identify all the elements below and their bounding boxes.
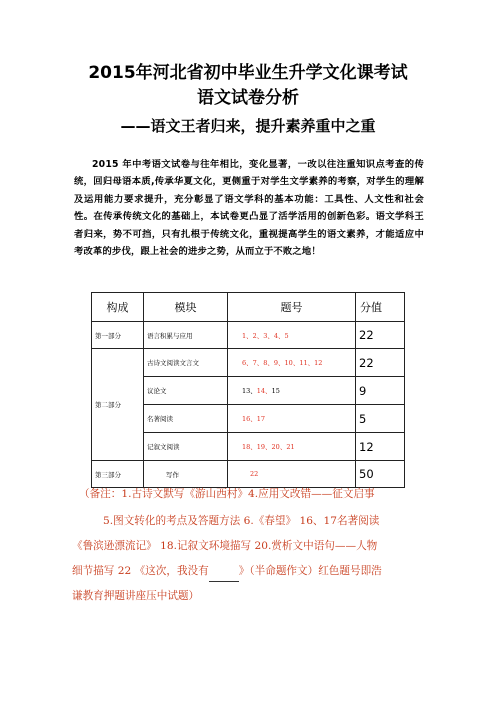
note-line — [72, 560, 434, 582]
table-header-row — [92, 293, 405, 322]
question-number-plain: 13、 — [242, 387, 257, 395]
question-numbers-cell: 6、7、8、9、10、11、12 — [228, 349, 356, 377]
intro-paragraph: 2015 年中考语文试卷与往年相比，变化显著，一改以往注重知识点考查的传统，回归母语本质,传承华夏文化，更侧重于对学生文学素养的考察，对学生的理解及运用能力要求提升，充分彰显了语文学科的基本功能：工具性、人文性和社会性。在传承传统文化的基础上，本试卷更凸显了活学活用的创新色彩。语文学科王者归来，势不可挡，只有扎根于传统文化，重视提高学生的语文素养，才能适应中考改革的步伐，跟上社会的进步之势，从而立于不败之地！ — [74, 159, 424, 258]
module-cell: 议论文 — [144, 377, 228, 405]
score-cell: 9 — [356, 377, 405, 405]
table-row — [92, 349, 405, 377]
note-text: 》（半命题作文）红色题号即浩 — [238, 565, 382, 577]
module-cell: 古诗文阅读文言文 — [144, 349, 228, 377]
question-number-highlight: 14、 — [256, 387, 272, 395]
score-cell: 50 — [356, 461, 405, 488]
score-cell: 22 — [356, 349, 405, 377]
part-cell: 第二部分 — [92, 349, 144, 461]
note-line: 5.图文转化的考点及答题方法 6.《春望》 16、17名著阅读 — [103, 515, 380, 527]
document-subtitle: ——语文王者归来，提升素养重中之重 — [120, 117, 376, 135]
score-cell: 12 — [356, 433, 405, 461]
document-title: 2015年河北省初中毕业生升学文化课考试 — [88, 63, 408, 83]
question-numbers-cell — [228, 377, 356, 405]
module-cell: 记叙文阅读 — [144, 433, 228, 461]
question-numbers-cell: 16、17 — [228, 405, 356, 433]
document-title-line2: 语文试卷分析 — [197, 88, 299, 108]
module-cell: 写作 — [144, 461, 228, 488]
note-line: 《鲁滨逊漂流记》 18.记叙文环境描写 20.赏析文中语句——人物 — [72, 540, 378, 552]
table-row — [92, 322, 405, 349]
score-cell: 5 — [356, 405, 405, 433]
part-cell: 第一部分 — [92, 322, 144, 349]
header-question-number: 题号 — [228, 293, 356, 322]
question-numbers-cell: 22 — [228, 461, 356, 488]
note-line: （备注：1.古诗文默写《游山西村》4.应用文改错——征文启事 — [79, 488, 375, 500]
score-cell: 22 — [356, 322, 405, 349]
header-module: 模块 — [144, 293, 228, 322]
module-cell: 语言积累与应用 — [144, 322, 228, 349]
question-number-plain: 15 — [271, 387, 280, 395]
module-cell: 名著阅读 — [144, 405, 228, 433]
note-line: 谦教育押题讲座压中试题） — [72, 590, 200, 602]
note-text: 细节描写 22 《这次，我没有 — [72, 565, 209, 577]
header-score: 分值 — [356, 293, 405, 322]
question-numbers-cell: 18、19、20、21 — [228, 433, 356, 461]
question-numbers-cell: 1、2、3、4、5 — [228, 322, 356, 349]
exam-structure-table — [91, 292, 405, 488]
fill-in-blank — [209, 569, 239, 582]
part-cell: 第三部分 — [92, 461, 144, 488]
header-composition: 构成 — [92, 293, 144, 322]
